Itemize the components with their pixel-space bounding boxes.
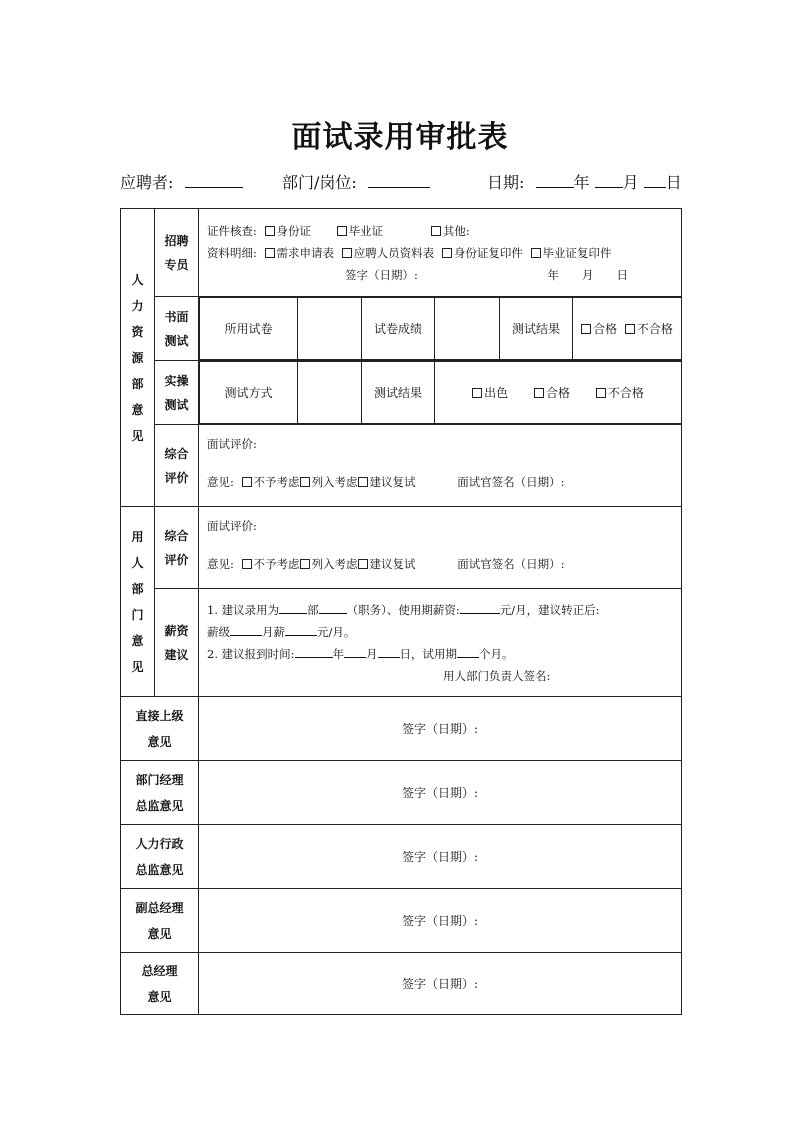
approval-sign-vice-gm[interactable]: 签字（日期）: — [199, 889, 682, 953]
approval-sign-dept-manager[interactable]: 签字（日期）: — [199, 761, 682, 825]
grade-blank[interactable] — [230, 621, 262, 636]
recruiter-sign-line: 签字（日期）: 年 月 日 — [345, 267, 629, 282]
hr-overall-row — [121, 425, 682, 507]
practical-test-content — [199, 361, 682, 425]
paper-value[interactable] — [298, 298, 362, 360]
day-label: 日 — [665, 173, 682, 192]
practical-test-label: 实操 测试 — [155, 361, 199, 425]
method-value[interactable] — [298, 362, 362, 424]
approval-label-hr-director: 人力行政 总监意见 — [121, 825, 199, 889]
dept-salary-row — [121, 589, 682, 697]
doc-diplomacopy-checkbox[interactable]: 毕业证复印件 — [531, 246, 612, 260]
practical-pass-checkbox[interactable]: 合格 — [534, 386, 570, 400]
dept-retest-checkbox[interactable]: 建议复试 — [358, 557, 416, 571]
approval-row — [121, 825, 682, 889]
recruiter-content — [199, 209, 682, 297]
dept-reject-checkbox[interactable]: 不予考虑 — [242, 557, 300, 571]
approval-row — [121, 889, 682, 953]
approval-row — [121, 697, 682, 761]
cert-diploma-checkbox[interactable]: 毕业证 — [337, 224, 384, 238]
salary-content[interactable] — [199, 589, 682, 697]
salary-line-2: 薪级 月薪 元/月。 — [199, 621, 681, 643]
dept-head-sign: 用人部门负责人签名: — [443, 668, 551, 683]
day-blank[interactable] — [644, 173, 666, 188]
month-label: 月 — [622, 173, 639, 192]
hr-written-row — [121, 297, 682, 361]
dept-blank[interactable] — [279, 599, 307, 614]
practical-fail-checkbox[interactable]: 不合格 — [596, 386, 644, 400]
applicant-blank[interactable] — [185, 173, 243, 188]
dept-label: 部门/岗位: — [282, 173, 357, 192]
written-pass-checkbox[interactable]: 合格 — [581, 322, 617, 336]
hr-practical-row — [121, 361, 682, 425]
dept-eval-label: 面试评价: — [207, 519, 257, 533]
recruiter-label: 招聘 专员 — [155, 209, 199, 297]
dept-opinion-line: 意见: 不予考虑 列入考虑 建议复试 面试官签名（日期）: — [207, 557, 565, 571]
approval-sign-direct-supervisor[interactable]: 签字（日期）: — [199, 697, 682, 761]
score-label: 试卷成绩 — [362, 298, 435, 360]
paper-label: 所用试卷 — [200, 298, 298, 360]
hr-section-label: 人 力 资 源 部 意 见 — [121, 209, 155, 507]
practical-result-label: 测试结果 — [362, 362, 435, 424]
cert-idcard-checkbox[interactable]: 身份证 — [265, 224, 312, 238]
report-month-blank[interactable] — [344, 643, 366, 658]
dept-blank[interactable] — [368, 173, 430, 188]
date-label: 日期: — [487, 173, 525, 192]
date-field[interactable] — [487, 170, 682, 193]
dept-field[interactable] — [282, 170, 430, 193]
hr-eval-label: 面试评价: — [207, 437, 257, 451]
salary-line-3: 2. 建议报到时间: 年 月 日，试用期 个月。 — [199, 643, 681, 665]
hr-opinion-line: 意见: 不予考虑 列入考虑 建议复试 面试官签名（日期）: — [207, 475, 565, 489]
hr-overall-label: 综合 评价 — [155, 425, 199, 507]
written-test-label: 书面 测试 — [155, 297, 199, 361]
position-blank[interactable] — [319, 599, 347, 614]
year-blank[interactable] — [536, 173, 574, 188]
probation-months-blank[interactable] — [457, 643, 479, 658]
monthly-salary-blank[interactable] — [285, 621, 317, 636]
probation-salary-blank[interactable] — [460, 599, 500, 614]
dept-consider-checkbox[interactable]: 列入考虑 — [300, 557, 358, 571]
approval-label-direct-supervisor: 直接上级 意见 — [121, 697, 199, 761]
report-day-blank[interactable] — [378, 643, 400, 658]
salary-line-1: 1. 建议录用为 部 （职务）、使用期薪资: 元/月，建议转正后: — [199, 599, 681, 621]
hr-retest-checkbox[interactable]: 建议复试 — [358, 475, 416, 489]
docs-line: 资料明细: 需求申请表 应聘人员资料表 身份证复印件 毕业证复印件 — [207, 245, 612, 260]
approval-form-table — [120, 208, 682, 1015]
approval-label-dept-manager: 部门经理 总监意见 — [121, 761, 199, 825]
approval-sign-hr-director[interactable]: 签字（日期）: — [199, 825, 682, 889]
score-value[interactable] — [435, 298, 500, 360]
year-label: 年 — [573, 173, 590, 192]
applicant-label: 应聘者: — [120, 173, 174, 192]
dept-section-label: 用 人 部 门 意 见 — [121, 507, 155, 697]
practical-result-options — [435, 362, 682, 424]
approval-sign-gm[interactable]: 签字（日期）: — [199, 953, 682, 1015]
doc-applicant-checkbox[interactable]: 应聘人员资料表 — [342, 246, 435, 260]
dept-overall-content[interactable] — [199, 507, 682, 589]
cert-other-checkbox[interactable]: 其他: — [431, 224, 470, 238]
cert-check-line: 证件核查: 身份证 毕业证 其他: — [207, 223, 470, 238]
month-blank[interactable] — [595, 173, 623, 188]
approval-label-vice-gm: 副总经理 意见 — [121, 889, 199, 953]
report-year-blank[interactable] — [295, 643, 333, 658]
hr-reject-checkbox[interactable]: 不予考虑 — [242, 475, 300, 489]
method-label: 测试方式 — [200, 362, 298, 424]
written-result-label: 测试结果 — [500, 298, 573, 360]
approval-label-gm: 总经理 意见 — [121, 953, 199, 1015]
written-result-options — [573, 298, 682, 360]
applicant-field[interactable] — [120, 170, 243, 193]
dept-overall-row — [121, 507, 682, 589]
written-fail-checkbox[interactable]: 不合格 — [625, 322, 673, 336]
approval-row — [121, 953, 682, 1015]
written-test-content — [199, 297, 682, 361]
doc-request-checkbox[interactable]: 需求申请表 — [265, 246, 335, 260]
hr-recruiter-row — [121, 209, 682, 297]
salary-label: 薪资 建议 — [155, 589, 199, 697]
form-title: 面试录用审批表 — [291, 120, 509, 155]
practical-excellent-checkbox[interactable]: 出色 — [472, 386, 508, 400]
hr-consider-checkbox[interactable]: 列入考虑 — [300, 475, 358, 489]
doc-idcopy-checkbox[interactable]: 身份证复印件 — [442, 246, 523, 260]
approval-row — [121, 761, 682, 825]
dept-overall-label: 综合 评价 — [155, 507, 199, 589]
hr-overall-content[interactable] — [199, 425, 682, 507]
